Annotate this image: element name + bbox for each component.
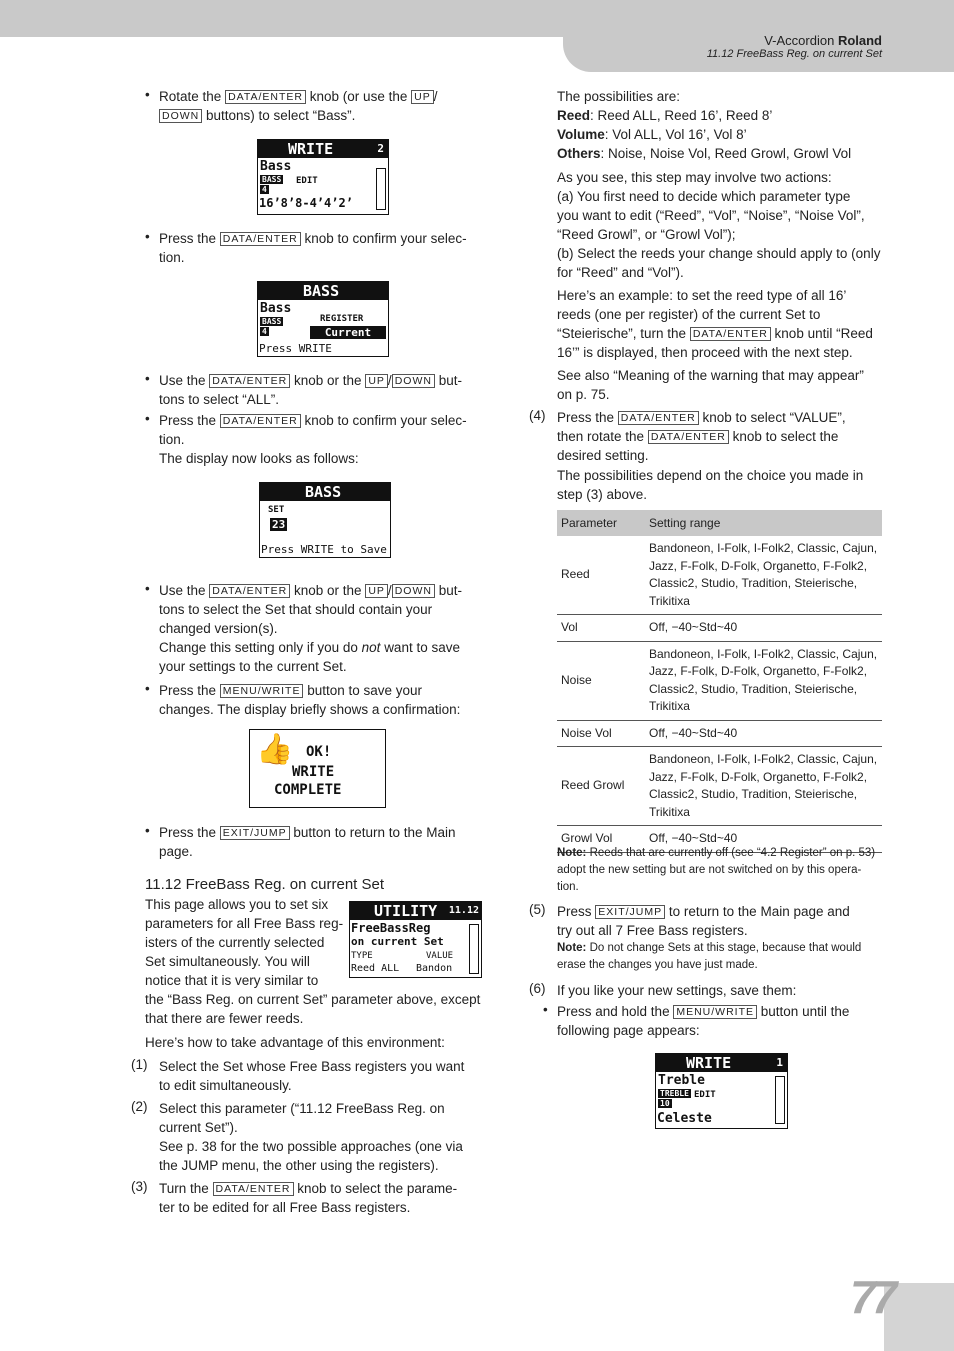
- step-4: Press the DATA/ENTER knob to select “VALUE”, then rotate the DATA/ENTER knob to select the desired setting.: [557, 410, 846, 463]
- table-row: Reed Bandoneon, I-Folk, I-Folk2, Classic, Cajun, Jazz, F-Folk, D-Folk, Organetto, F-Folk2, Classic2, Studio, Tradition, Steierische, Trikitixa: [557, 536, 882, 615]
- step-text: Press the MENU/WRITE button to save your changes. The display briefly shows a confirmation:: [159, 683, 461, 717]
- actions-paragraph: As you see, this step may involve two actions: (a) You first need to decide which parameter type you want to edit (“Reed”, “Vol”, “Noise”, “Noise Vol”, “Reed Growl”, or “Growl Vol”); (b) Select the reeds your change should apply to (only for “Reed” and “Vol”).: [557, 170, 881, 280]
- example-paragraph: Here’s an example: to set the reed type of all 16’ reeds (one per register) of the current Set to “Steierische”, turn the DATA/ENTER knob until “Reed 16’” is displayed, then proceed with the next step.: [557, 288, 873, 360]
- step-text: Press the EXIT/JUMP button to return to the Main page.: [159, 825, 456, 859]
- data-enter-button: DATA/ENTER: [618, 411, 699, 425]
- data-enter-button: DATA/ENTER: [220, 414, 301, 428]
- lcd-bass-set: BASS SET 23 Press WRITE to Save: [259, 482, 391, 558]
- down-button: DOWN: [159, 109, 202, 123]
- menu-write-button: MENU/WRITE: [220, 684, 304, 698]
- lcd-write-complete: 👍 OK! WRITE COMPLETE: [249, 729, 386, 808]
- possibilities: The possibilities are: Reed: Reed ALL, Reed 16’, Reed 8’ Volume: Vol ALL, Vol 16’, Vol 8’ Others: Noise, Noise Vol, Reed Growl, Growl Vol: [557, 89, 852, 161]
- up-button: UP: [365, 584, 388, 598]
- data-enter-button: DATA/ENTER: [220, 232, 301, 246]
- step-1: Select the Set whose Free Bass registers you want to edit simultaneously.: [159, 1059, 465, 1093]
- scrollbar: [376, 168, 386, 210]
- step-text: Press the DATA/ENTER knob to confirm your selec- tion. The display now looks as follows:: [159, 413, 467, 466]
- menu-write-button: MENU/WRITE: [673, 1005, 757, 1019]
- settings-table: [557, 510, 882, 853]
- see-also: See also “Meaning of the warning that may appear” on p. 75.: [557, 368, 864, 402]
- lcd-utility: UTILITY 11.12 FreeBassReg on current Set TYPE VALUE Reed ALL Bandon: [349, 901, 482, 978]
- howto-text: Here’s how to take advantage of this environment:: [145, 1035, 445, 1050]
- lcd-bass-register: BASS Bass BASS 4 REGISTER Current Press WRITE: [257, 281, 389, 357]
- step-text: Press and hold the MENU/WRITE button until the following page appears:: [557, 1004, 850, 1038]
- note-2: Note: Do not change Sets at this stage, because that would erase the changes you have just made.: [557, 942, 862, 971]
- table-row: Growl Vol Off, −40~Std~40: [557, 826, 882, 853]
- step-3: Turn the DATA/ENTER knob to select the parame- ter to be edited for all Free Bass registers.: [159, 1181, 458, 1215]
- step-text: Rotate the DATA/ENTER knob (or use the UP / DOWN buttons) to select “Bass”.: [159, 89, 438, 123]
- brand: V-Accordion Roland: [764, 33, 882, 48]
- up-button: UP: [411, 90, 434, 104]
- step-6: If you like your new settings, save them:: [557, 983, 797, 998]
- page-number-tab: [884, 1283, 954, 1351]
- step-text: Press the DATA/ENTER knob to confirm your selec- tion.: [159, 231, 467, 265]
- step-4-detail: The possibilities depend on the choice you made in step (3) above.: [557, 468, 864, 502]
- lcd-write-treble: WRITE 1 Treble TREBLE 10 EDIT Celeste: [655, 1053, 788, 1129]
- thumbs-up-icon: 👍: [256, 732, 294, 767]
- section-heading: 11.12 FreeBass Reg. on current Set: [145, 876, 385, 893]
- step-5: Press EXIT/JUMP to return to the Main page and try out all 7 Free Bass registers.: [557, 904, 850, 938]
- data-enter-button: DATA/ENTER: [209, 584, 290, 598]
- exit-jump-button: EXIT/JUMP: [220, 826, 290, 840]
- step-2-detail: See p. 38 for the two possible approaches (one via the JUMP menu, the other using the registers).: [159, 1139, 463, 1173]
- bullet: •: [145, 87, 150, 102]
- table-header: Setting range: [645, 510, 882, 536]
- lcd-write-bass: WRITE 2 Bass BASS 4 EDIT 16’8’8-4’4’2’: [257, 139, 389, 215]
- note-1: Note: Reeds that are currently off (see “4.2 Register” on p. 53) adopt the new setting but are not switched on by this opera- tion.: [557, 847, 876, 893]
- step-text: Use the DATA/ENTER knob or the UP / DOWN but- tons to select “ALL”.: [159, 373, 462, 407]
- table-row: Reed Growl Bandoneon, I-Folk, I-Folk2, Classic, Cajun, Jazz, F-Folk, D-Folk, Organetto, F-Folk2, Classic2, Studio, Tradition, Steierische, Trikitixa: [557, 747, 882, 826]
- section-title: 11.12 FreeBass Reg. on current Set: [706, 48, 882, 60]
- step-text: Use the DATA/ENTER knob or the UP / DOWN but- tons to select the Set that should contain your changed version(s). Change this setting only if you do not want to save your settings to the current Set.: [159, 583, 462, 674]
- scrollbar: [775, 1076, 785, 1124]
- table-row: Vol Off, −40~Std~40: [557, 615, 882, 642]
- table-header: Parameter: [557, 510, 645, 536]
- exit-jump-button: EXIT/JUMP: [595, 905, 665, 919]
- table-row: Noise Vol Off, −40~Std~40: [557, 720, 882, 747]
- data-enter-button: DATA/ENTER: [209, 374, 290, 388]
- data-enter-button: DATA/ENTER: [690, 327, 771, 341]
- intro-paragraph: This page allows you to set six parameters for all Free Bass reg- isters of the currently selected Set simultaneously. You will notice that it is very similar to the “Bass Reg. on current Set” parameter above, except that there are fewer reeds.: [145, 897, 481, 1026]
- down-button: DOWN: [392, 584, 435, 598]
- page-number: 77: [850, 1271, 894, 1323]
- table-row: Noise Bandoneon, I-Folk, I-Folk2, Classic, Cajun, Jazz, F-Folk, D-Folk, Organetto, F-Folk2, Classic2, Studio, Tradition, Steierische, Trikitixa: [557, 641, 882, 720]
- header-tab: [563, 0, 954, 72]
- step-2: Select this parameter (“11.12 FreeBass Reg. on current Set”).: [159, 1101, 445, 1135]
- data-enter-button: DATA/ENTER: [225, 90, 306, 104]
- up-button: UP: [365, 374, 388, 388]
- down-button: DOWN: [392, 374, 435, 388]
- data-enter-button: DATA/ENTER: [213, 1182, 294, 1196]
- data-enter-button: DATA/ENTER: [648, 430, 729, 444]
